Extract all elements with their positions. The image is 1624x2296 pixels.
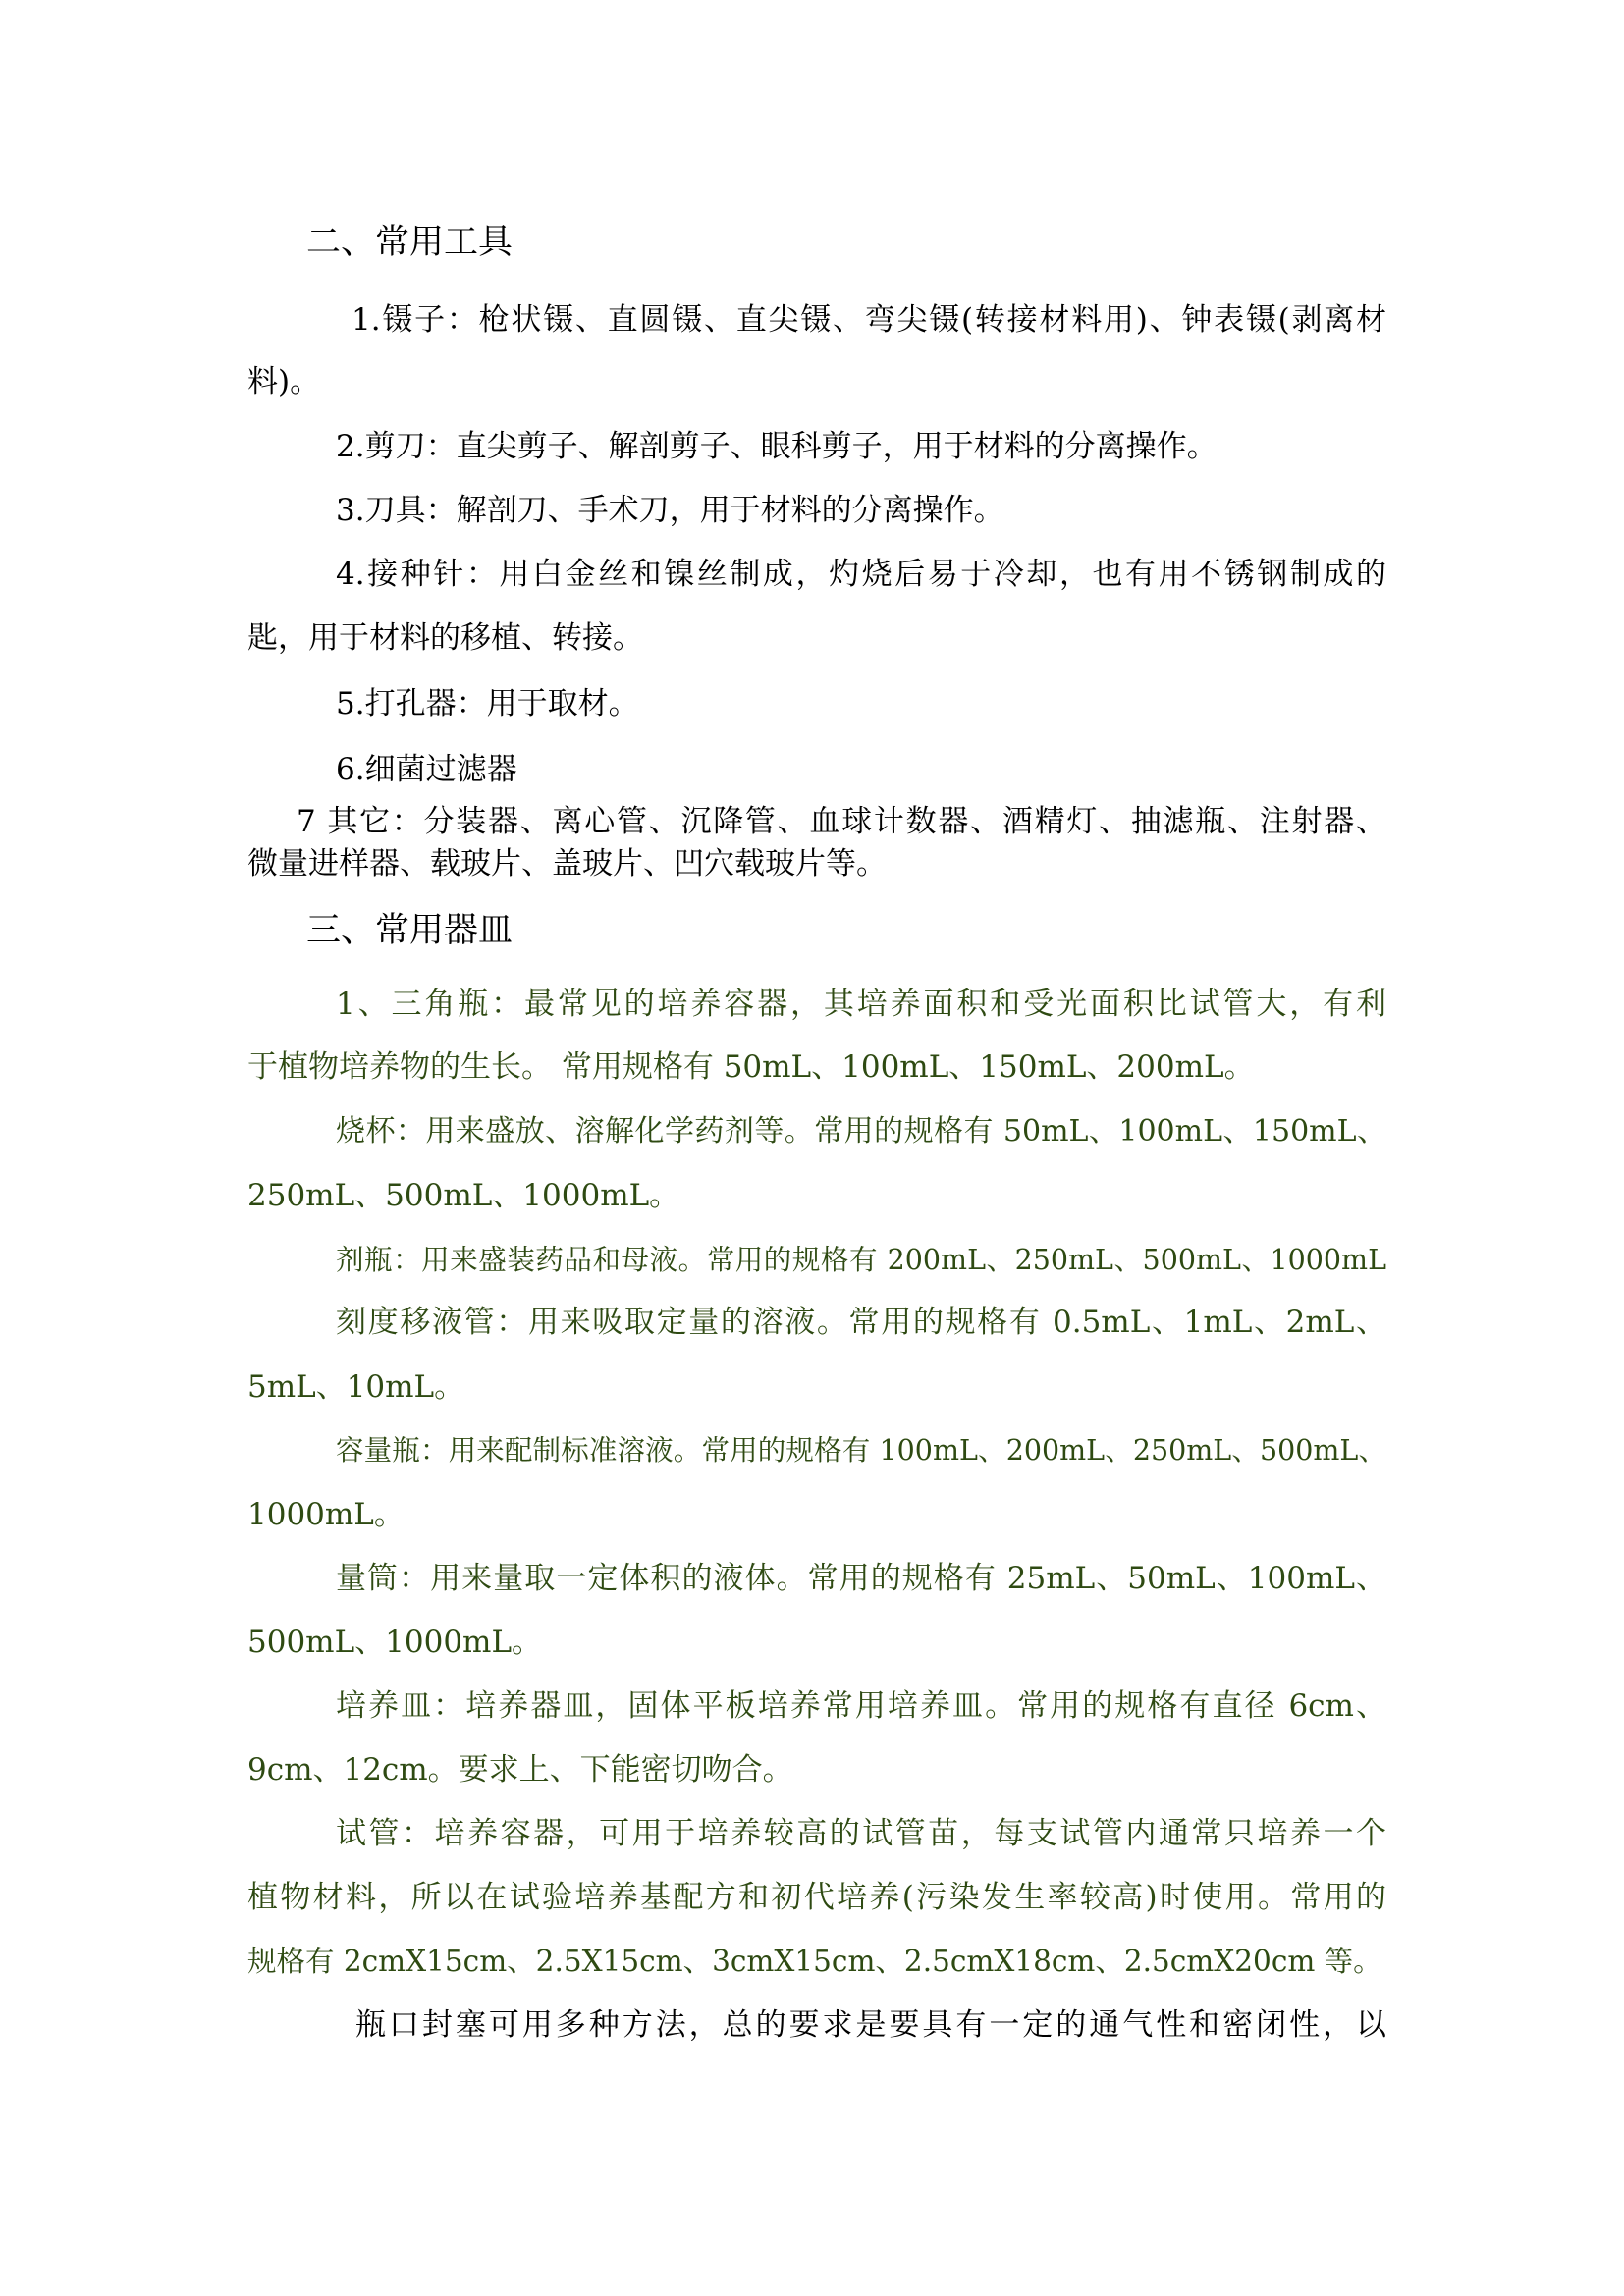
section-heading-vessels: 三、常用器皿 [306,911,514,950]
petri-dish-line-1: 培养皿：培养器皿，固体平板培养常用培养皿。常用的规格有直径 6cm、 [336,1688,1386,1724]
tools-item-5: 5.打孔器：用于取材。 [336,686,639,721]
pipette-line-2: 5mL、10mL。 [247,1369,465,1405]
flask-line-2: 于植物培养物的生长。 常用规格有 50mL、100mL、150mL、200mL。 [247,1049,1255,1085]
cylinder-line-2: 500mL、1000mL。 [247,1625,543,1660]
tools-item-7-line-2: 微量进样器、载玻片、盖玻片、凹穴载玻片等。 [247,846,887,881]
section-heading-tools: 二、常用工具 [306,223,514,262]
volumetric-flask-line-2: 1000mL。 [247,1497,405,1532]
pipette-line-1: 刻度移液管：用来吸取定量的溶液。常用的规格有 0.5mL、1mL、2mL、 [336,1305,1386,1340]
test-tube-line-1: 试管：培养容器，可用于培养较高的试管苗，每支试管内通常只培养一个 [336,1816,1386,1851]
flask-line-1: 1、三角瓶：最常见的培养容器，其培养面积和受光面积比试管大，有利 [336,987,1386,1022]
tools-item-1-line-1: 1.镊子：枪状镊、直圆镊、直尖镊、弯尖镊(转接材料用)、钟表镊(剥离材 [352,302,1386,338]
test-tube-line-3: 规格有 2cmX15cm、2.5X15cm、3cmX15cm、2.5cmX18cm、2.5cmX20cm 等。 [247,1945,1382,1978]
tools-item-1-line-2: 料)。 [247,364,321,400]
tools-item-2: 2.剪刀：直尖剪子、解剖剪子、眼科剪子，用于材料的分离操作。 [336,429,1218,464]
cylinder-line-1: 量筒：用来量取一定体积的液体。常用的规格有 25mL、50mL、100mL、 [336,1561,1386,1596]
petri-dish-line-2: 9cm、12cm。要求上、下能密切吻合。 [247,1752,793,1788]
volumetric-flask-line-1: 容量瓶：用来配制标准溶液。常用的规格有 100mL、200mL、250mL、500mL、 [336,1434,1386,1467]
seal-line-1: 瓶口封塞可用多种方法，总的要求是要具有一定的通气性和密闭性，以 [355,2007,1386,2043]
tools-item-3: 3.刀具：解剖刀、手术刀，用于材料的分离操作。 [336,493,1004,528]
tools-item-4-line-1: 4.接种针：用白金丝和镍丝制成，灼烧后易于冷却，也有用不锈钢制成的 [336,557,1386,592]
reagent-bottle-line: 剂瓶：用来盛装药品和母液。常用的规格有 200mL、250mL、500mL、1000mL [336,1244,1386,1276]
test-tube-line-2: 植物材料，所以在试验培养基配方和初代培养(污染发生率较高)时使用。常用的 [247,1880,1386,1915]
tools-item-7-line-1: 7 其它：分装器、离心管、沉降管、血球计数器、酒精灯、抽滤瓶、注射器、 [297,804,1386,839]
tools-item-4-line-2: 匙，用于材料的移植、转接。 [247,620,643,656]
beaker-line-2: 250mL、500mL、1000mL。 [247,1178,680,1213]
beaker-line-1: 烧杯：用来盛放、溶解化学药剂等。常用的规格有 50mL、100mL、150mL、 [336,1114,1386,1148]
tools-item-6: 6.细菌过滤器 [336,752,517,787]
